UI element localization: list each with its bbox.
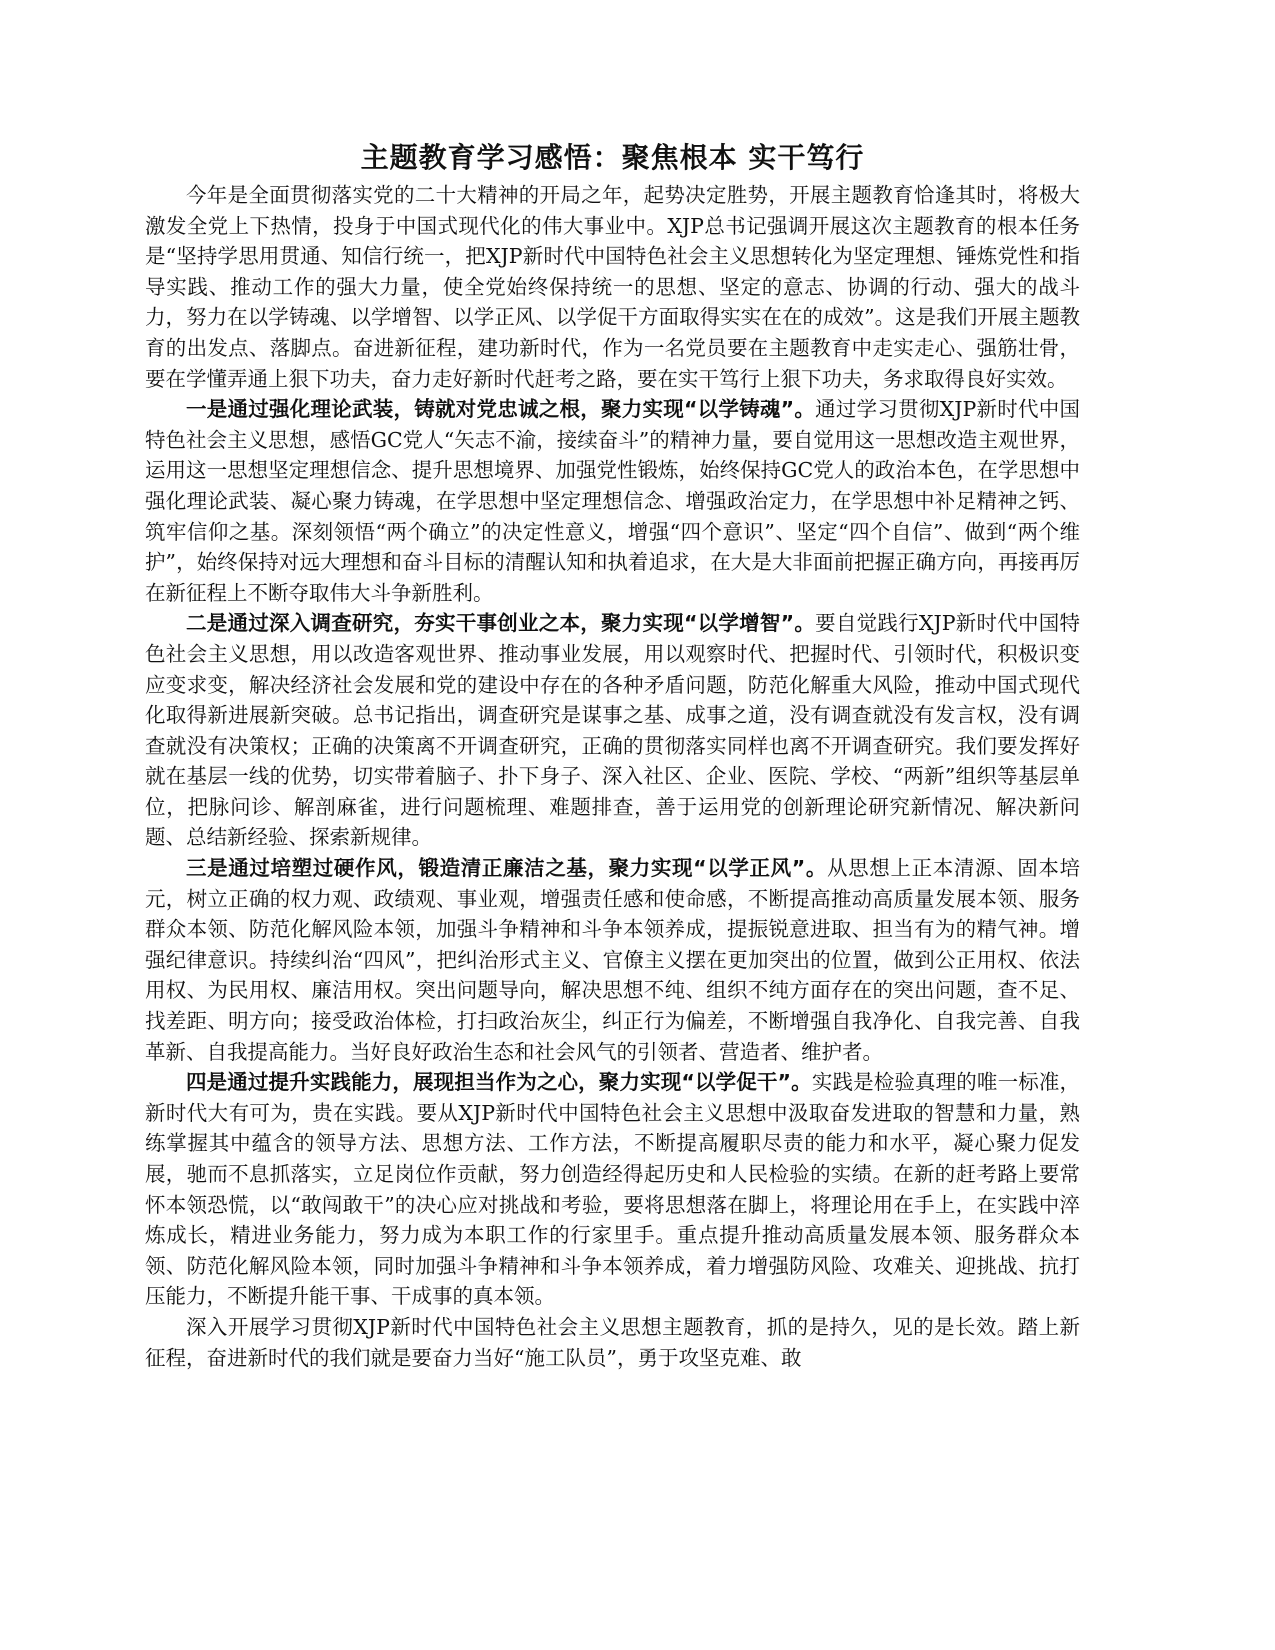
section-lead-4: 四是通过提升实践能力，展现担当作为之心，聚力实现“以学促干”。 bbox=[186, 1070, 812, 1095]
document-title: 主题教育学习感悟：聚焦根本 实干笃行 bbox=[360, 141, 865, 174]
section-paragraph-1 bbox=[145, 394, 1080, 608]
section-lead-2: 二是通过深入调查研究，夯实干事创业之本，聚力实现“以学增智”。 bbox=[186, 611, 816, 636]
section-body-4: 实践是检验真理的唯一标准，新时代大有可为，贵在实践。要从XJP新时代中国特色社会主义思想中汲取奋发进取的智慧和力量，熟练掌握其中蕴含的领导方法、思想方法、工作方法，不断提高履职尽责的能力和水平，凝心聚力促发展，驰而不息抓落实，立足岗位作贡献，努力创造经得起历史和人民检验的实绩。在新的赶考路上要常怀本领恐慌，以“敢闯敢干”的决心应对挑战和考验，要将思想落在脚上，将理论用在手上，在实践中淬炼成长，精进业务能力，努力成为本职工作的行家里手。重点提升推动高质量发展本领、服务群众本领、防范化解风险本领，同时加强斗争精神和斗争本领养成，着力增强防风险、攻难关、迎挑战、抗打压能力，不断提升能干事、干成事的真本领。 bbox=[145, 1070, 1080, 1309]
intro-paragraph: 今年是全面贯彻落实党的二十大精神的开局之年，起势决定胜势，开展主题教育恰逢其时，将极大激发全党上下热情，投身于中国式现代化的伟大事业中。XJP总书记强调开展这次主题教育的根本任务是“坚持学思用贯通、知信行统一，把XJP新时代中国特色社会主义思想转化为坚定理想、锤炼党性和指导实践、推动工作的强大力量，使全党始终保持统一的思想、坚定的意志、协调的行动、强大的战斗力，努力在以学铸魂、以学增智、以学正风、以学促干方面取得实实在在的成效”。这是我们开展主题教育的出发点、落脚点。奋进新征程，建功新时代，作为一名党员要在主题教育中走实走心、强筋壮骨，要在学懂弄通上狠下功夫，奋力走好新时代赶考之路，要在实干笃行上狠下功夫，务求取得良好实效。 bbox=[145, 183, 1080, 391]
section-lead-3: 三是通过培塑过硬作风，锻造清正廉洁之基，聚力实现“以学正风”。 bbox=[186, 856, 828, 881]
document-page bbox=[145, 138, 1080, 1373]
section-body-2: 要自觉践行XJP新时代中国特色社会主义思想，用以改造客观世界、推动事业发展，用以观察时代、把握时代、引领时代，积极识变应变求变，解决经济社会发展和党的建设中存在的各种矛盾问题，防范化解重大风险，推动中国式现代化取得新进展新突破。总书记指出，调查研究是谋事之基、成事之道，没有调查就没有发言权，没有调查就没有决策权；正确的决策离不开调查研究，正确的贯彻落实同样也离不开调查研究。我们要发挥好就在基层一线的优势，切实带着脑子、扑下身子、深入社区、企业、医院、学校、“两新”组织等基层单位，把脉问诊、解剖麻雀，进行问题梳理、难题排查，善于运用党的创新理论研究新情况、解决新问题、总结新经验、探索新规律。 bbox=[145, 611, 1080, 850]
section-lead-1: 一是通过强化理论武装，铸就对党忠诚之根，聚力实现“以学铸魂”。 bbox=[186, 397, 816, 422]
section-paragraph-3 bbox=[145, 853, 1080, 1067]
section-body-1: 通过学习贯彻XJP新时代中国特色社会主义思想，感悟GC党人“矢志不渝，接续奋斗”的精神力量，要自觉用这一思想改造主观世界，运用这一思想坚定理想信念、提升思想境界、加强党性锻炼，始终保持GC党人的政治本色，在学思想中强化理论武装、凝心聚力铸魂，在学思想中坚定理想信念、增强政治定力，在学思想中补足精神之钙、筑牢信仰之基。深刻领悟“两个确立”的决定性意义，增强“四个意识”、坚定“四个自信”、做到“两个维护”，始终保持对远大理想和奋斗目标的清醒认知和执着追求，在大是大非面前把握正确方向，再接再厉在新征程上不断夺取伟大斗争新胜利。 bbox=[145, 397, 1080, 605]
conclusion-paragraph: 深入开展学习贯彻XJP新时代中国特色社会主义思想主题教育，抓的是持久，见的是长效。踏上新征程，奋进新时代的我们就是要奋力当好“施工队员”，勇于攻坚克难、敢 bbox=[145, 1314, 1080, 1370]
section-paragraph-2 bbox=[145, 608, 1080, 853]
section-paragraph-4 bbox=[145, 1067, 1080, 1312]
section-body-3: 从思想上正本清源、固本培元，树立正确的权力观、政绩观、事业观，增强责任感和使命感，不断提高推动高质量发展本领、服务群众本领、防范化解风险本领，加强斗争精神和斗争本领养成，提振锐意进取、担当有为的精气神。增强纪律意识。持续纠治“四风”，把纠治形式主义、官僚主义摆在更加突出的位置，做到公正用权、依法用权、为民用权、廉洁用权。突出问题导向，解决思想不纯、组织不纯方面存在的突出问题，查不足、找差距、明方向；接受政治体检，打扫政治灰尘，纠正行为偏差，不断增强自我净化、自我完善、自我革新、自我提高能力。当好良好政治生态和社会风气的引领者、营造者、维护者。 bbox=[145, 856, 1080, 1064]
